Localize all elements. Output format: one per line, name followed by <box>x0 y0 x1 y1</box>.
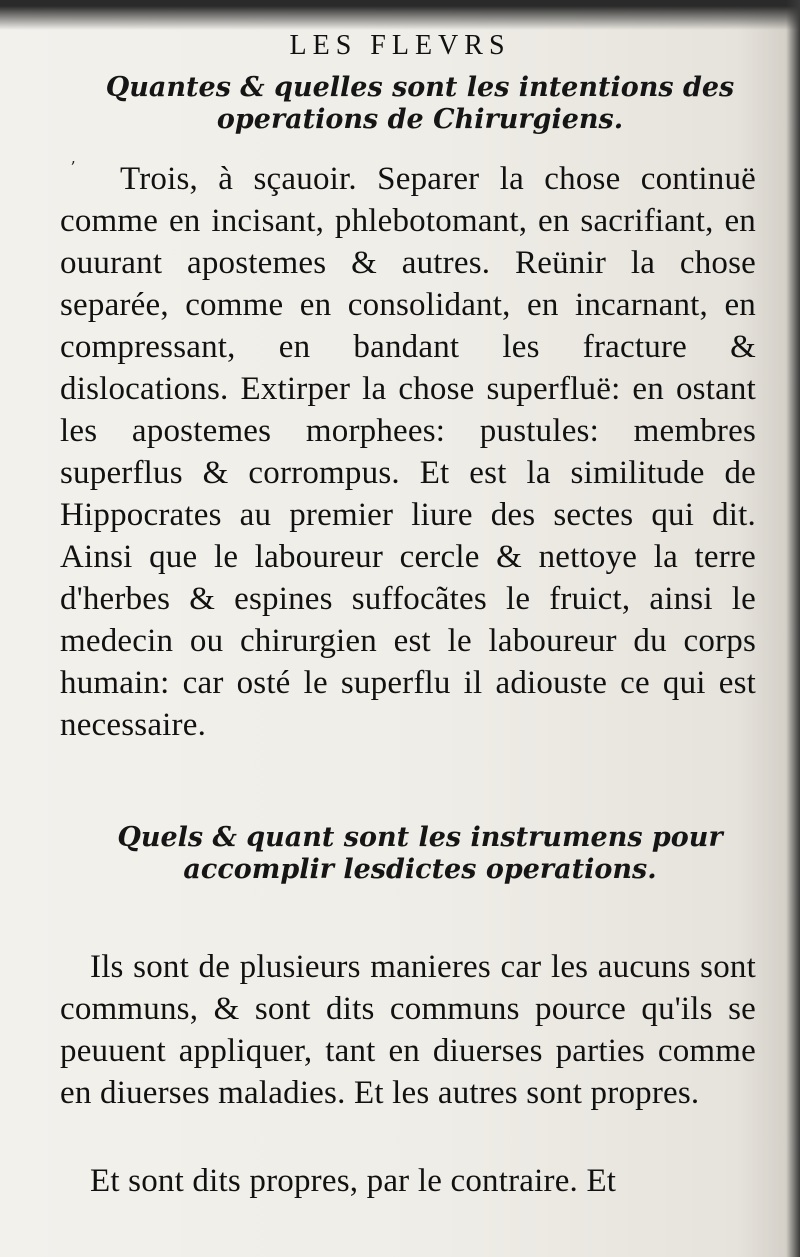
page-top-shadow <box>0 0 800 30</box>
section-heading-2: Quels & quant sont les instrumens pour accomplir lesdictes operations. <box>117 822 723 885</box>
running-head: LES FLEVRS <box>289 30 511 61</box>
margin-mark: ʼ <box>70 158 76 177</box>
paragraph-3: Et sont dits propres, par le contraire. Et <box>90 1163 617 1199</box>
paragraph-1: Trois, à sçauoir. Separer la chose continuë comme en incisant, phlebotomant, en sacrifiant, en ouurant apostemes & autres. Reünir la chose separée, comme en consolidant, en incarnant, en compressant, en bandant les fracture & dislocations. Extirper la chose superfluë: en ostant les apostemes morphees: pustules: membres superflus & corrompus. Et est la similitude de Hippocrates au premier liure des sectes qui dit. Ainsi que le laboureur cercle & nettoye la terre d'herbes & espines suffocãtes le fruict, ainsi le medecin ou chirurgien est le laboureur du corps humain: car osté le superflu il adiouste ce qui est necessaire. <box>60 161 756 743</box>
section-heading-1: Quantes & quelles sont les intentions des operations de Chirurgiens. <box>105 72 735 135</box>
paragraph-2: Ils sont de plusieurs manieres car les aucuns sont communs, & sont dits communs pource qu'ils se peuuent appliquer, tant en diuerses parties comme en diuerses maladies. Et les autres sont propres. <box>60 949 756 1111</box>
page-right-shadow <box>786 0 800 1257</box>
